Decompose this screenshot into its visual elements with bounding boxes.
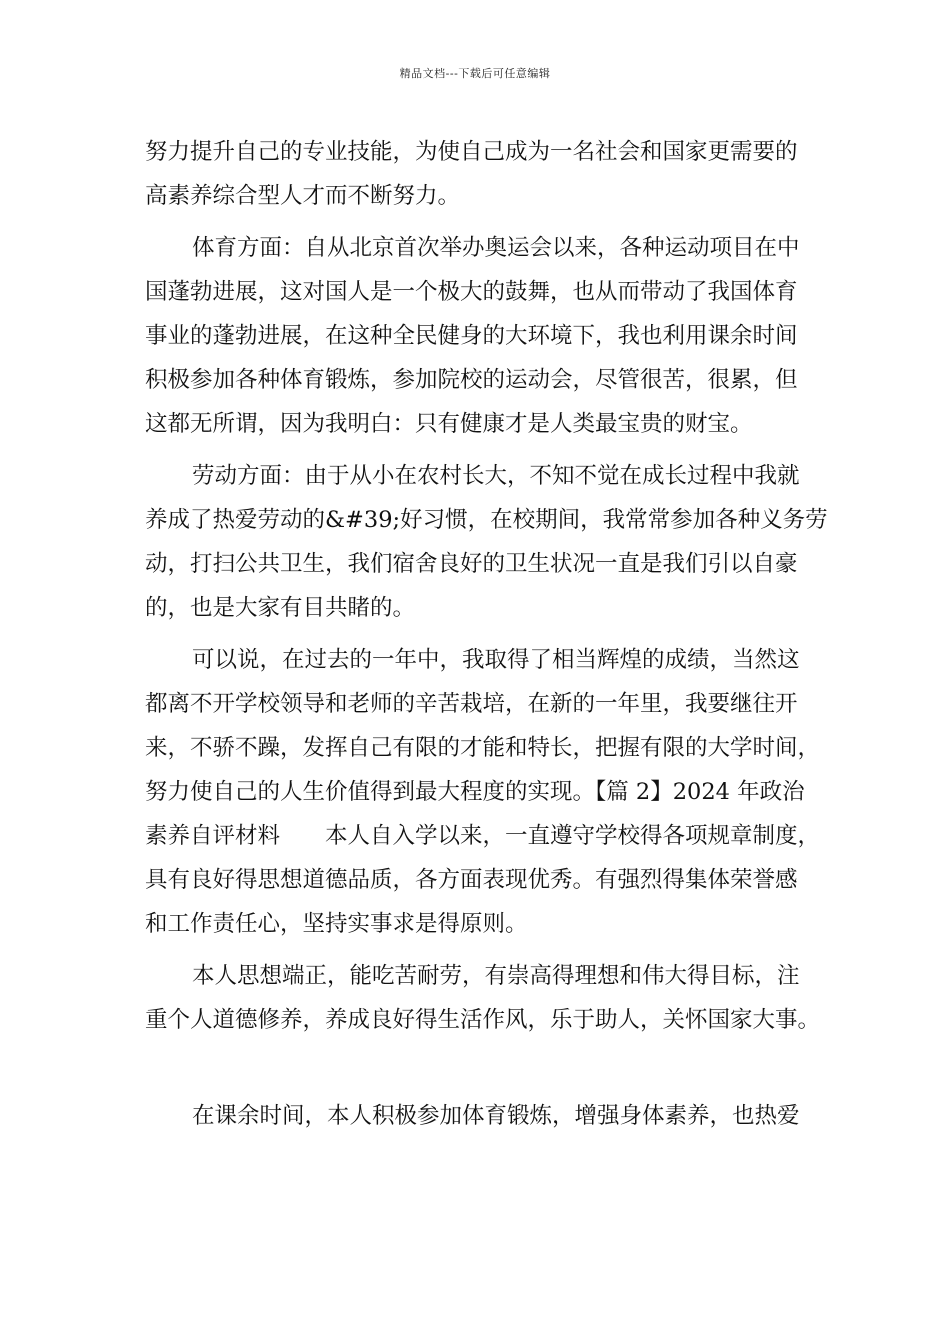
- text-line: 事业的蓬勃进展，在这种全民健身的大环境下，我也利用课余时间: [145, 323, 798, 349]
- text-line: 努力提升自己的专业技能，为使自己成为一名社会和国家更需要的: [145, 139, 798, 165]
- document-body: [145, 130, 828, 1138]
- text-line: 重个人道德修养，养成良好得生活作风，乐于助人，关怀国家大事。: [145, 1007, 821, 1033]
- paragraph-start-line: 在课余时间，本人积极参加体育锻炼，增强身体素养，也热爱: [192, 1103, 800, 1129]
- paragraph-start-line: 可以说，在过去的一年中，我取得了相当辉煌的成绩，当然这: [192, 647, 800, 673]
- text-line: 积极参加各种体育锻炼，参加院校的运动会，尽管很苦，很累，但: [145, 367, 798, 393]
- text-line: 国蓬勃进展，这对国人是一个极大的鼓舞，也从而带动了我国体育: [145, 279, 798, 305]
- text-line: 素养自评材料 本人自入学以来，一直遵守学校得各项规章制度，: [145, 823, 821, 849]
- text-line: 这都无所谓，因为我明白：只有健康才是人类最宝贵的财宝。: [145, 411, 753, 437]
- text-line: 努力使自己的人生价值得到最大程度的实现。【篇 2】2024 年政治: [145, 779, 805, 805]
- text-line: 高素养综合型人才而不断努力。: [145, 183, 461, 209]
- paragraph-gap: [145, 218, 815, 226]
- paragraph-gap: [145, 446, 815, 454]
- text-line: 都离不开学校领导和老师的辛苦栽培，在新的一年里，我要继往开: [145, 691, 798, 717]
- paragraph-start-line: 劳动方面：由于从小在农村长大，不知不觉在成长过程中我就: [192, 463, 800, 489]
- text-line: 动，打扫公共卫生，我们宿舍良好的卫生状况一直是我们引以自豪: [145, 551, 798, 577]
- paragraph-start-line: 本人思想端正，能吃苦耐劳，有崇高得理想和伟大得目标，注: [192, 963, 800, 989]
- paragraph-start-line: 体育方面：自从北京首次举办奥运会以来，各种运动项目在中: [192, 235, 800, 261]
- text-line: 具有良好得思想道德品质，各方面表现优秀。有强烈得集体荣誉感: [145, 867, 798, 893]
- paragraph-gap: [145, 946, 815, 954]
- text-line: 来，不骄不躁，发挥自己有限的才能和特长，把握有限的大学时间，: [145, 735, 821, 761]
- text-line: 和工作责任心，坚持实事求是得原则。: [145, 911, 528, 937]
- page-header: 精品文档---下载后可任意编辑: [399, 67, 551, 80]
- text-line: 养成了热爱劳动的&#39;好习惯，在校期间，我常常参加各种义务劳: [145, 507, 828, 533]
- text-line: 的，也是大家有目共睹的。: [145, 595, 416, 621]
- paragraph-gap: [145, 1042, 815, 1094]
- paragraph-gap: [145, 630, 815, 638]
